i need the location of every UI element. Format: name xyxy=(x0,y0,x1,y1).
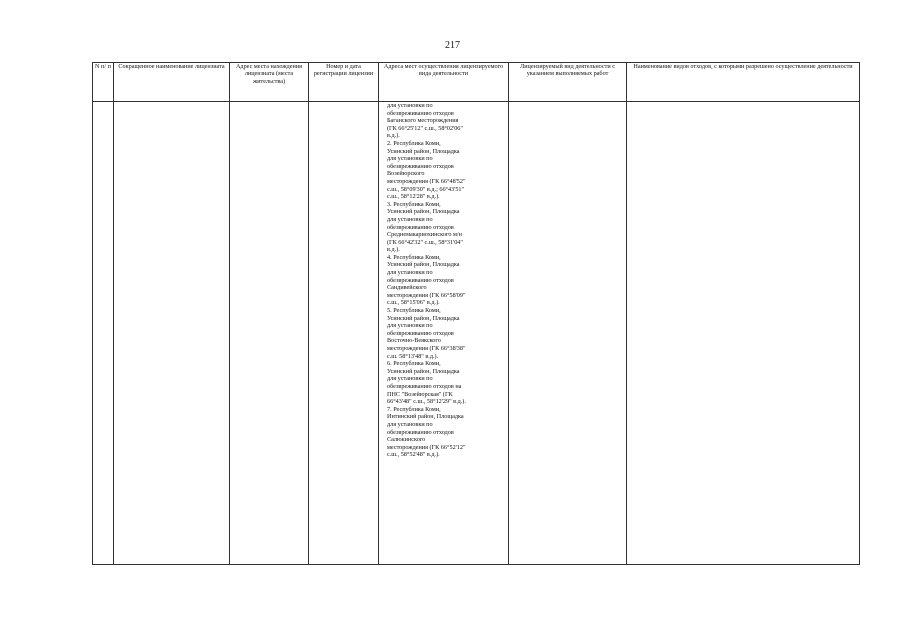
activity-places-text: для установки по обезвреживанию отходов Баганского месторождения (ГК 66°25'12" с.ш., 58°02'06" в.д.). 2. Республика Коми, Усинский район, Площадка для установки по обезвреживанию отходов Возейюрского месторождения (ГК 66°48'52" с.ш., 58°09'30" в.д.; 66°43'51" с.ш., 58°12'28" в.д.). 3. Республика Коми, Усинский район, Площадка для установки по обезвреживанию отходов Среднемакариохинского м/н (ГК 66°42'32" с.ш., 58°31'04" в.д.). 4. Республика Коми, Усинский район, Площадка для установки по обезвреживанию отходов Сандивейского месторождения (ГК 66°58'09" с.ш., 58°15'06" в.д.). 5. Республика Коми, Усинский район, Площадка для установки по обезвреживанию отходов Восточно-Веякского месторождения (ГК 66°38'38" с.ш. 58°13'48" в.д.). 6. Республика Коми, Усинский район, Площадка для установки по обезвреживанию отходов на ПНС "Возейюрская" (ГК 66°43'48" с.ш., 58°12'29" в.д.). 7. Республика Коми, Интинский район, Площадка для установки по обезвреживанию отходов Салюкинского месторождения (ГК 66°52'12" с.ш., 58°52'48" в.д.). xyxy=(387,102,466,459)
header-licensee-name: Сокращенное наименование лицензиата xyxy=(114,63,230,102)
header-number: N п/ п xyxy=(93,63,114,102)
cell-licensed-activity xyxy=(509,102,627,565)
cell-licensee-address xyxy=(230,102,309,565)
header-waste-types: Наименование видов отходов, с которыми разрешено осуществление деятельности xyxy=(627,63,860,102)
header-licensed-activity: Лицензируемый вид деятельности с указанием выполняемых работ xyxy=(509,63,627,102)
license-register-table xyxy=(92,62,860,565)
header-license-registration: Номер и дата регистрации лицензии xyxy=(309,63,379,102)
header-row xyxy=(93,63,860,102)
header-licensee-address: Адрес места нахождения лицензиата (места жительства) xyxy=(230,63,309,102)
cell-license-registration xyxy=(309,102,379,565)
page-number: 217 xyxy=(445,40,460,51)
header-activity-places: Адреса мест осуществления лицензируемого вида деятельности xyxy=(379,63,509,102)
cell-number xyxy=(93,102,114,565)
cell-licensee-name xyxy=(114,102,230,565)
table-row xyxy=(93,102,860,565)
cell-activity-places xyxy=(379,102,509,565)
cell-waste-types xyxy=(627,102,860,565)
